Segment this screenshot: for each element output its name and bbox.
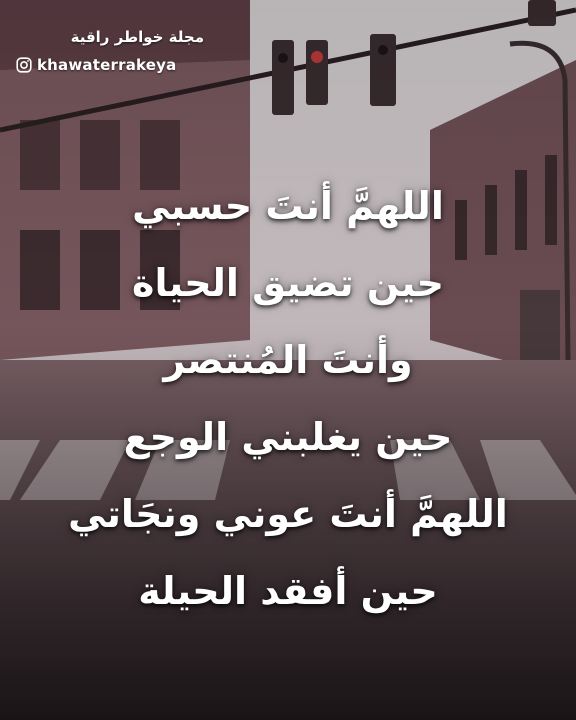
poem-line: وأنتَ المُنتصر bbox=[163, 338, 413, 382]
poem-line: اللهمَّ أنتَ حسبي bbox=[132, 184, 444, 228]
instagram-handle-row bbox=[16, 56, 176, 74]
poem-text bbox=[0, 168, 576, 630]
instagram-icon bbox=[16, 57, 32, 73]
magazine-name: مجلة خواطر راقية bbox=[70, 28, 204, 46]
poem-line: حين تضيق الحياة bbox=[132, 261, 444, 305]
poem-line: حين يغلبني الوجع bbox=[123, 415, 453, 459]
instagram-handle: khawaterrakeya bbox=[37, 56, 177, 74]
poem-line: اللهمَّ أنتَ عوني ونجَاتي bbox=[68, 492, 508, 536]
poem-line: حين أفقد الحيلة bbox=[138, 569, 438, 613]
